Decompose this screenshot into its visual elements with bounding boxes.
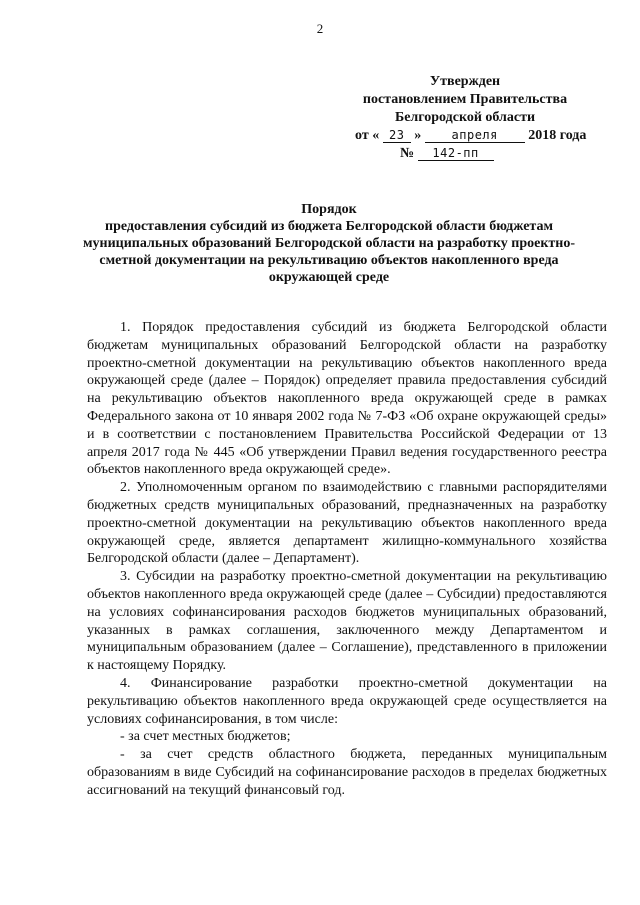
document-body (87, 319, 607, 800)
title-line-2: предоставления субсидий из бюджета Белгородской области бюджетам муниципальных образований Белгородской области на разработку проектно-сметной документации на рекультивацию объектов накопленного вреда окружающей среде (83, 219, 575, 285)
approval-number (340, 145, 590, 163)
title-line-1: Порядок (301, 202, 357, 217)
document-title (70, 201, 588, 286)
date-mid: » (414, 128, 422, 143)
approval-block (340, 73, 590, 163)
list-item-regional-budget: - за счет средств областного бюджета, переданных муниципальным образованиям в виде Субсидий на софинансирование расходов в пределах бюджетных ассигнований на текущий финансовый год. (87, 747, 607, 798)
number-handwritten: 142-пп (418, 146, 494, 161)
approval-line-1: Утвержден (429, 74, 501, 89)
list-item-local-budgets: - за счет местных бюджетов; (120, 729, 291, 745)
date-month-handwritten: апреля (425, 128, 525, 143)
paragraph-1: 1. Порядок предоставления субсидий из бюджета Белгородской области бюджетам муниципальных образований Белгородской области на разработку проектно-сметной документации на рекультивацию объектов накопленного вреда окружающей среде (далее – Порядок) определяет правила предоставления субсидий на рекультивацию объектов накопленного вреда окружающей среде в рамках Федерального закона от 10 января 2002 года № 7-ФЗ «Об охране окружающей среды» и в соответствии с постановлением Правительства Российской Федерации от 13 апреля 2017 года № 445 «Об утверждении Правил ведения государственного реестра объектов накопленного вреда окружающей среде». (87, 320, 607, 478)
date-prefix: от « (355, 128, 380, 143)
paragraph-2: 2. Уполномоченным органом по взаимодействию с главными распорядителями бюджетных средств муниципальных образований, предназначенных на разработку проектно-сметной документации на рекультивацию объектов накопленного вреда окружающей среде, является департамент жилищно-коммунального хозяйства Белгородской области (далее – Департамент). (87, 480, 607, 567)
paragraph-4: 4. Финансирование разработки проектно-сметной документации на рекультивацию объектов накопленного вреда окружающей среде осуществляется на условиях софинансирования, в том числе: (87, 675, 607, 727)
paragraph-3: 3. Субсидии на разработку проектно-сметной документации на рекультивацию объектов накопленного вреда окружающей среде (далее – Субсидии) предоставляются на условиях софинансирования расходов бюджетов муниципальных образований, указанных в рамках соглашения, заключенного между Департаментом и муниципальным образованием (далее – Соглашение), представленного в приложении к настоящему Порядку. (87, 569, 607, 674)
approval-line-2: постановлением Правительства (362, 92, 568, 107)
date-day-handwritten: 23 (383, 128, 411, 143)
number-prefix: № (400, 146, 415, 161)
date-suffix: 2018 года (528, 128, 587, 143)
page-number: 2 (316, 21, 324, 36)
approval-line-3: Белгородской области (394, 110, 536, 125)
approval-date (340, 127, 590, 145)
